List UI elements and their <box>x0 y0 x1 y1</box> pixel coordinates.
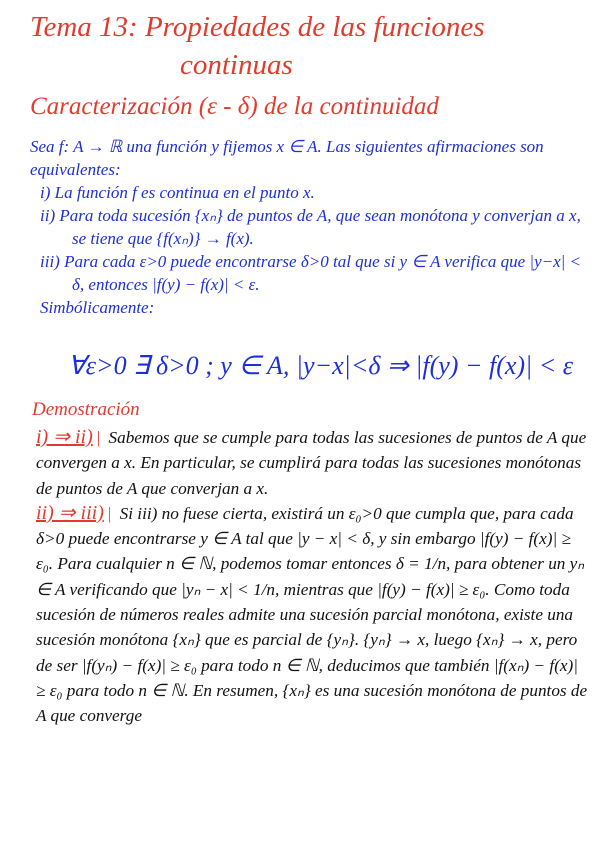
proof-body <box>36 425 590 729</box>
statement-item-3: iii) Para cada ε>0 puede encontrarse δ>0 tal que si y ∈ A verifica que |y−x| < δ, entonces |f(y) − f(x)| < ε. <box>40 252 582 294</box>
page-title <box>30 8 590 84</box>
symbolic-label: Simbólicamente: <box>40 298 155 317</box>
proof-text-2: Si iii) no fuese cierta, existirá un ε₀>0 que cumpla que, para cada δ>0 puede encontrarse y ∈ A tal que |y − x| < δ, y sin embargo |f(y) − f(x)| ≥ ε₀. Para cualquier n ∈ ℕ, podemos tomar entonces δ = 1/n, para obtener un yₙ ∈ A verificando que |yₙ − x| < 1/n, mientras que |f(y) − f(x)| ≥ ε₀. Como toda sucesión de números reales admite una sucesión parcial monótona, existe una sucesión monótona {xₙ} que es parcial de {yₙ}. {yₙ} → x, luego {xₙ} → x, pero de ser |f(yₙ) − f(x)| ≥ ε₀ para todo n ∈ ℕ, deducimos que también |f(xₙ) − f(x)| ≥ ε₀ para todo n ∈ ℕ. En resumen, {xₙ} es una sucesión monótona de puntos de A que converge <box>36 503 588 726</box>
proof-tag-1: i) ⇒ ii) <box>36 426 93 448</box>
title-line-2: continuas <box>180 49 293 81</box>
statement-item-1: i) La función f es continua en el punto x. <box>40 183 315 202</box>
proof-paragraph-1 <box>36 425 590 501</box>
section-heading: Caracterización (ε - δ) de la continuidad <box>30 93 439 120</box>
proof-heading: Demostración <box>32 399 140 420</box>
statement-intro: Sea f: A → ℝ una función y fijemos x ∈ A. Las siguientes afirmaciones son equivalentes: <box>30 137 544 179</box>
statement-item-2: ii) Para toda sucesión {xₙ} de puntos de A, que sean monótona y converjan a x, se tiene que {f(xₙ)} → f(x). <box>40 206 581 248</box>
tag-separator: | <box>96 428 101 447</box>
proof-tag-2: ii) ⇒ iii) <box>36 501 104 524</box>
title-line-1: Tema 13: Propiedades de las funciones <box>30 11 485 43</box>
theorem-statement <box>30 135 590 319</box>
symbolic-formula: ∀ε>0 ∃ δ>0 ; y ∈ A, |y−x|<δ ⇒ |f(y) − f(x)| < ε <box>68 351 574 380</box>
proof-paragraph-2 <box>36 501 590 729</box>
proof-text-1: Sabemos que se cumple para todas las sucesiones de puntos de A que convergen a x. En particular, se cumplirá para todas las sucesiones monótonas de puntos de A que converjan a x. <box>36 428 587 498</box>
tag-separator: | <box>107 503 112 523</box>
